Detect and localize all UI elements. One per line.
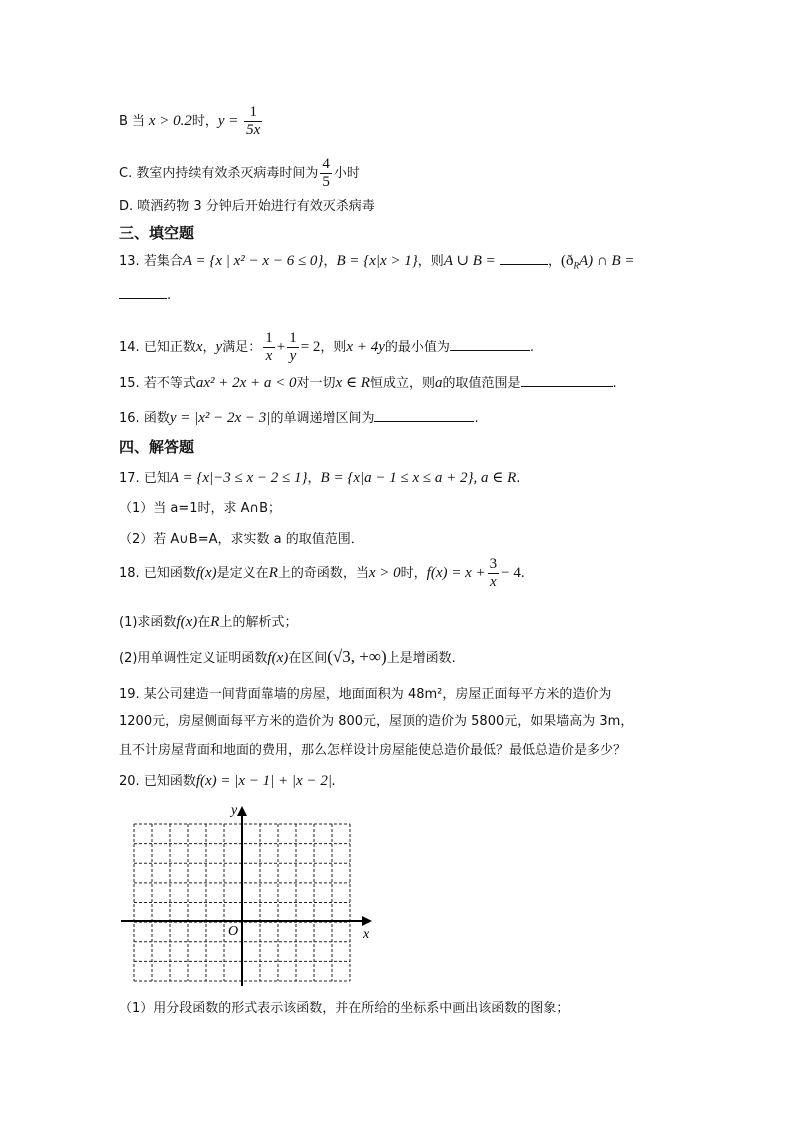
text: 的单调递增区间为	[270, 411, 375, 426]
y-axis-label: y	[231, 803, 238, 818]
numerator: 3	[489, 556, 498, 572]
origin-label: O	[228, 924, 239, 939]
question-number: 13.	[119, 254, 140, 269]
text: 时，	[400, 566, 427, 581]
numerator: 1	[289, 330, 297, 346]
section-heading-fill-blank: 三、填空题	[119, 224, 195, 242]
math: (√3, +∞)	[327, 647, 387, 666]
math: f(x)	[195, 565, 217, 581]
math: R	[210, 614, 220, 630]
math: x > 0.2	[145, 113, 192, 129]
text: ，	[323, 254, 337, 269]
text: 小时	[333, 166, 360, 181]
text: .	[529, 340, 535, 355]
math: x > 0	[368, 565, 401, 581]
text: 上的奇函数，当	[277, 566, 369, 581]
text: 函数	[143, 411, 170, 426]
text: 在	[197, 615, 211, 630]
math: f(x)	[176, 614, 198, 630]
text: (2)用单调性定义证明函数	[119, 651, 268, 666]
text: .	[167, 288, 172, 303]
question-19-line-3: 且不计房屋背面和地面的费用，那么怎样设计房屋能使总造价最低？最低总造价是多少？	[119, 743, 627, 758]
numerator: 1	[244, 104, 262, 122]
denominator: 5x	[246, 122, 261, 138]
text: .	[612, 376, 617, 391]
option-d: D. 喷洒药物 3 分钟后开始进行有效灭杀病毒	[119, 199, 375, 214]
denominator: 5	[322, 174, 330, 190]
text: 的取值范围是	[442, 376, 521, 391]
x-axis-label: x	[363, 927, 370, 942]
text: 已知	[143, 471, 170, 486]
text: .	[516, 471, 521, 486]
math: a	[435, 375, 443, 391]
text: ，则	[320, 340, 347, 355]
text: .	[474, 411, 479, 426]
denominator: x	[265, 348, 273, 364]
text: 时，	[191, 114, 218, 129]
question-number: 14.	[119, 340, 140, 355]
numerator: 1	[265, 330, 273, 346]
x-axis-arrow-icon	[362, 916, 372, 926]
text: 满足：	[222, 340, 262, 355]
math: x	[195, 339, 203, 355]
question-number: 20.	[119, 774, 140, 789]
text: 已知函数	[143, 566, 196, 581]
numerator: 4	[322, 156, 330, 172]
text: ，则	[417, 254, 444, 269]
text: 已知正数	[143, 340, 196, 355]
text: 恒成立，则	[369, 376, 435, 391]
question-19-line-2: 1200元，房屋侧面每平方米的造价为 800元，屋顶的造价为 5800元，如果墙高为 3m，	[119, 714, 634, 729]
math: f(x) = |x − 1| + |x − 2|.	[195, 773, 336, 789]
math: A) ∩ B =	[578, 253, 635, 269]
math: y =	[217, 113, 243, 129]
math: f(x) = x +	[426, 565, 486, 581]
math: x + 4y	[346, 339, 385, 355]
math: +	[276, 339, 286, 355]
text: 上是增函数.	[386, 651, 456, 666]
math: y	[215, 339, 223, 355]
section-heading-answer: 四、解答题	[119, 438, 195, 456]
math: A ∪ B =	[443, 253, 496, 269]
text: ，	[202, 340, 216, 355]
math: A = {x | x² − x − 6 ≤ 0}	[182, 253, 324, 269]
denominator: x	[490, 574, 497, 590]
text: 是定义在	[216, 566, 269, 581]
math: B = {x|a − 1 ≤ x ≤ a + 2}, a ∈ R	[320, 470, 517, 486]
math: R	[268, 565, 278, 581]
question-17-part-2: （2）若 A∪B=A，求实数 a 的取值范围．	[119, 532, 364, 547]
question-number: 16.	[119, 411, 140, 426]
text: ，	[307, 471, 321, 486]
option-b-label: B 当	[119, 114, 146, 129]
math: ax² + 2x + a < 0	[195, 375, 297, 391]
question-number: 17.	[119, 471, 140, 486]
text: 若不等式	[143, 376, 196, 391]
math: A = {x|−3 ≤ x − 2 ≤ 1}	[169, 470, 308, 486]
math: x ∈ R	[335, 375, 370, 391]
text: (1)求函数	[119, 615, 177, 630]
math: f(x)	[267, 650, 289, 666]
denominator: y	[289, 348, 297, 364]
text: 上的解析式；	[219, 615, 298, 630]
math: R	[573, 260, 579, 271]
question-number: 15.	[119, 376, 140, 391]
question-19-line-1: 19. 某公司建造一间背面靠墙的房屋，地面面积为 48m²，房屋正面每平方米的造价为	[119, 687, 612, 702]
math: = 2	[300, 339, 321, 355]
text: 若集合	[143, 254, 183, 269]
math: (ð	[560, 253, 574, 269]
text: ，	[547, 254, 561, 269]
text: 在区间	[288, 651, 328, 666]
question-number: 18.	[119, 566, 140, 581]
math: B = {x|x > 1}	[336, 253, 418, 269]
math: − 4.	[501, 565, 525, 581]
text: C. 教室内持续有效杀灭病毒时间为	[119, 166, 319, 181]
text: 对一切	[296, 376, 336, 391]
question-20-part-1: （1）用分段函数的形式表示该函数，并在所给的坐标系中画出该函数的图象；	[119, 1001, 570, 1016]
y-axis-arrow-icon	[237, 806, 247, 816]
math: y = |x² − 2x − 3|	[169, 410, 271, 426]
question-17-part-1: （1）当 a=1时，求 A∩B；	[119, 501, 281, 516]
text: 的最小值为	[384, 340, 450, 355]
text: 已知函数	[143, 774, 196, 789]
